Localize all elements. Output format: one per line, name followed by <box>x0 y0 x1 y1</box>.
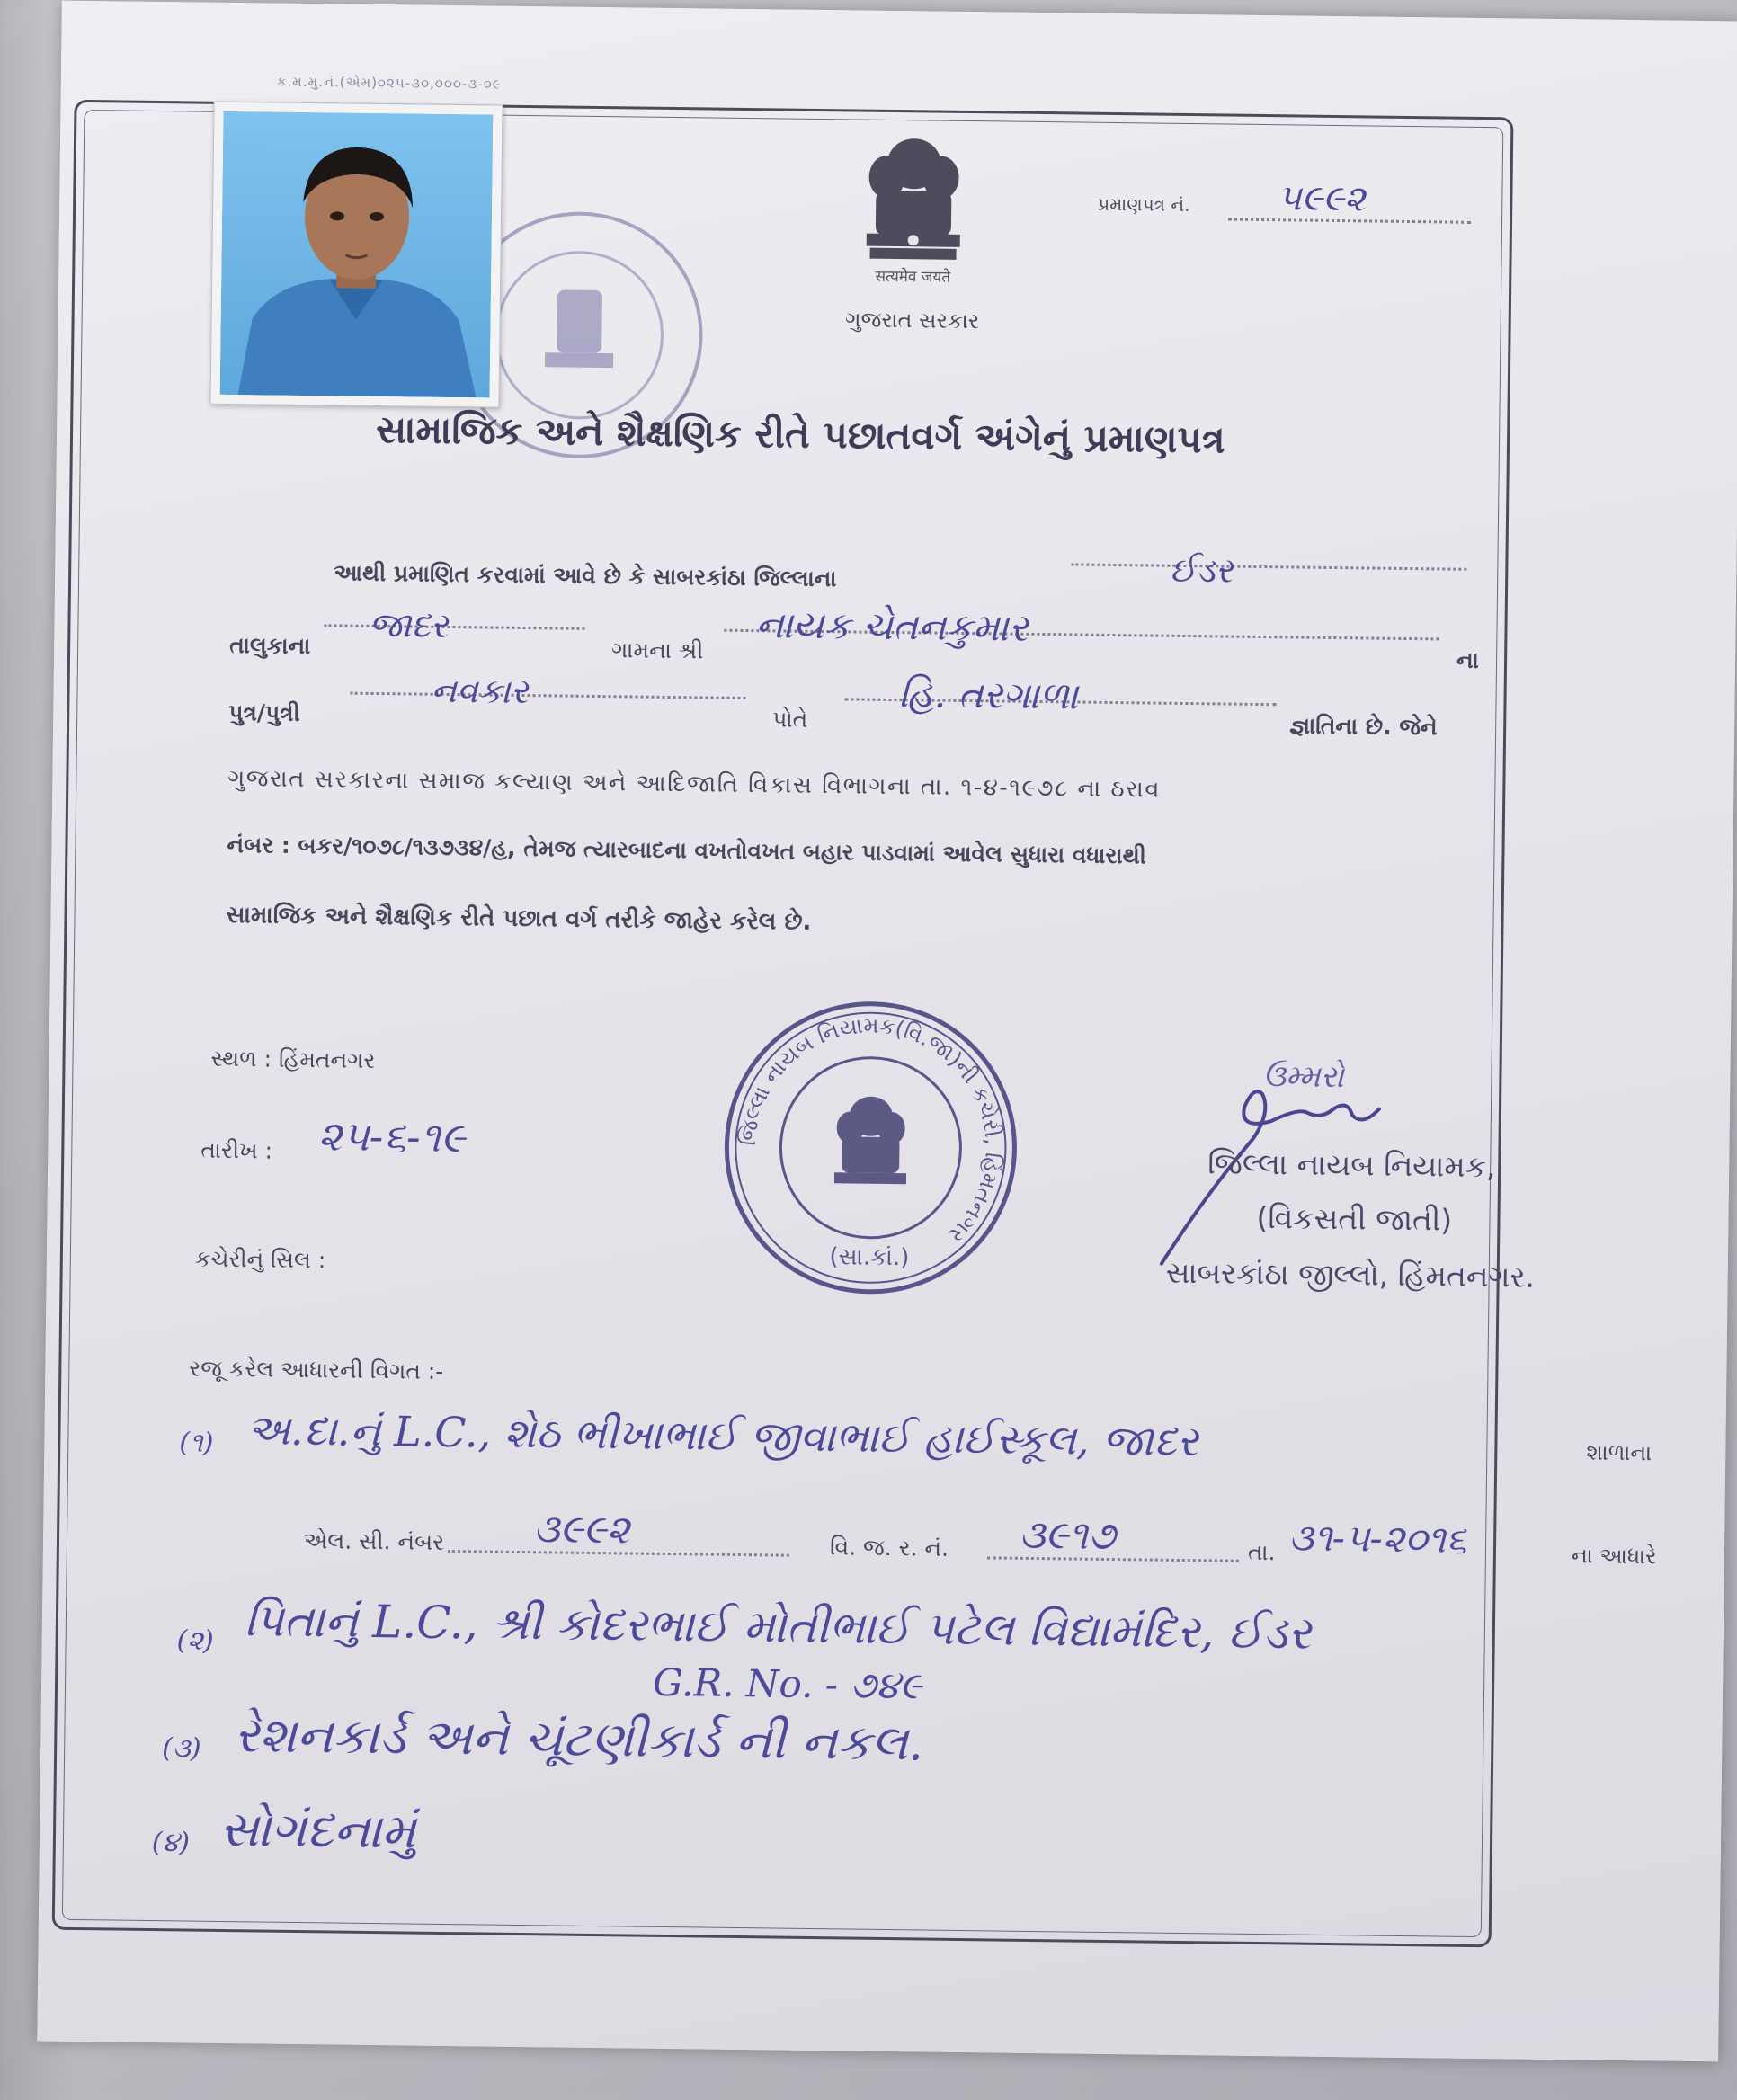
body-line5: નંબર : બકર/૧૦૭૮/૧૩૭૩૪/હ, તેમજ ત્યારબાદના વખતોવખત બહાર પાડવામાં આવેલ સુધારા વધારાથી <box>227 831 1147 869</box>
signature-scribble: ઉમ્મરો <box>1262 1058 1345 1096</box>
certificate-number-label: પ્રમાણપત્ર નં. <box>1098 192 1190 217</box>
son-label: પુત્ર/પુત્રી <box>228 699 300 726</box>
date-value: ૨૫-૬-૧૯ <box>317 1111 466 1162</box>
applicant-photo <box>209 102 503 408</box>
basis-item1-num: (૧) <box>179 1427 214 1459</box>
lc-number: ૩૯૯૨ <box>532 1506 630 1553</box>
caste-suffix: જ્ઞાતિના છે. જેને <box>1289 712 1438 741</box>
print-code: ક.મ.મુ.નં.(એમ)૦૨૫-૩૦,૦૦૦-૩-૦૯ <box>276 73 502 93</box>
officer-office: સાબરકાંઠા જીલ્લો, હિંમતનગર. <box>1165 1254 1536 1295</box>
certificate-sheet <box>37 1 1737 2062</box>
national-emblem-icon <box>850 127 977 272</box>
date-label: તારીખ : <box>200 1136 273 1164</box>
lc-label: એલ. સી. નંબર <box>303 1527 445 1555</box>
ta-suffix: ના આધારે <box>1571 1543 1657 1570</box>
basis-item3-value: રેશનકાર્ડ અને ચૂંટણીકાર્ડ ની નકલ. <box>233 1706 924 1772</box>
place-label: સ્થળ : હિંમતનગર <box>210 1045 376 1074</box>
certificate-number-value: ૫૯૯૨ <box>1278 177 1366 220</box>
officer-department: (વિકસતી જાતી) <box>1256 1199 1453 1238</box>
basis-item2-num: (૨) <box>176 1624 214 1657</box>
ta-date: ૩૧-૫-૨૦૧૬ <box>1287 1515 1468 1562</box>
stamp-ring-text: જિલ્લા નાયબ નિયામક(વિ.જા)ની કચેરી, હિંમતનગર <box>735 1012 1006 1249</box>
taluka-value: ઈડર <box>1170 549 1234 591</box>
emblem-motto: सत्यमेव जयते <box>875 267 951 287</box>
basis-item1-suffix: શાળાના <box>1586 1439 1652 1466</box>
applicant-name: નાયક ચેતનકુમાર <box>755 602 1029 650</box>
village-label: ગામના શ્રી <box>610 636 704 664</box>
gr-number: ૩૯૧૭ <box>1018 1511 1116 1560</box>
gr-label: વિ. જ. ર. નં. <box>829 1534 949 1562</box>
pote-label: પોતે <box>772 706 808 733</box>
body-line4: ગુજરાત સરકારના સમાજ કલ્યાણ અને આદિજાતિ વિકાસ વિભાગના તા. ૧-૪-૧૯૭૮ ના ઠરાવ <box>227 764 1162 804</box>
basis-item3-num: (૩) <box>161 1732 201 1765</box>
caste-value: હિ. તરગાળા <box>898 672 1079 718</box>
portrait-image <box>220 111 494 398</box>
certificate-title: સામાજિક અને શૈક્ષણિક રીતે પછાતવર્ગ અંગેનું પ્રમાણપત્ર <box>375 406 1225 462</box>
office-seal-label: કચેરીનું સિલ : <box>194 1245 326 1274</box>
stamp-center-text: (સા.કાં.) <box>829 1243 910 1272</box>
basis-item4-value: સોગંદનામું <box>218 1800 416 1860</box>
officer-designation: જિલ્લા નાયબ નિયામક, <box>1207 1145 1496 1185</box>
body-line6: સામાજિક અને શૈક્ષણિક રીતે પછાત વર્ગ તરીકે જાહેર કરેલ છે. <box>226 901 812 936</box>
na-suffix: ના <box>1456 646 1480 673</box>
taluka-label: તાલુકાના <box>229 631 311 660</box>
basis-item2-sub: G.R. No. - ૭૪૯ <box>652 1660 922 1708</box>
body-line1-prefix: આથી પ્રમાણિત કરવામાં આવે છે કે સાબરકાંઠા જિલ્લાના <box>334 559 837 592</box>
office-round-stamp <box>711 993 1029 1303</box>
basis-item1-value: અ.દા.નું L.C., શેઠ ભીખાભાઈ જીવાભાઈ હાઈસ્કૂલ, જાદર <box>246 1405 1198 1466</box>
basis-item4-num: (૪) <box>151 1827 191 1859</box>
basis-item2-value: પિતાનું L.C., શ્રી કોદરભાઈ મોતીભાઈ પટેલ વિદ્યામંદિર, ઈડર <box>244 1594 1312 1660</box>
village-value: જાદર <box>369 604 449 645</box>
basis-label: રજૂ કરેલ આધારની વિગત :- <box>189 1355 444 1384</box>
ta-label: તા. <box>1247 1538 1276 1566</box>
father-name: નવકાર <box>431 670 529 712</box>
government-name: ગુજરાત સરકાર <box>844 307 980 334</box>
